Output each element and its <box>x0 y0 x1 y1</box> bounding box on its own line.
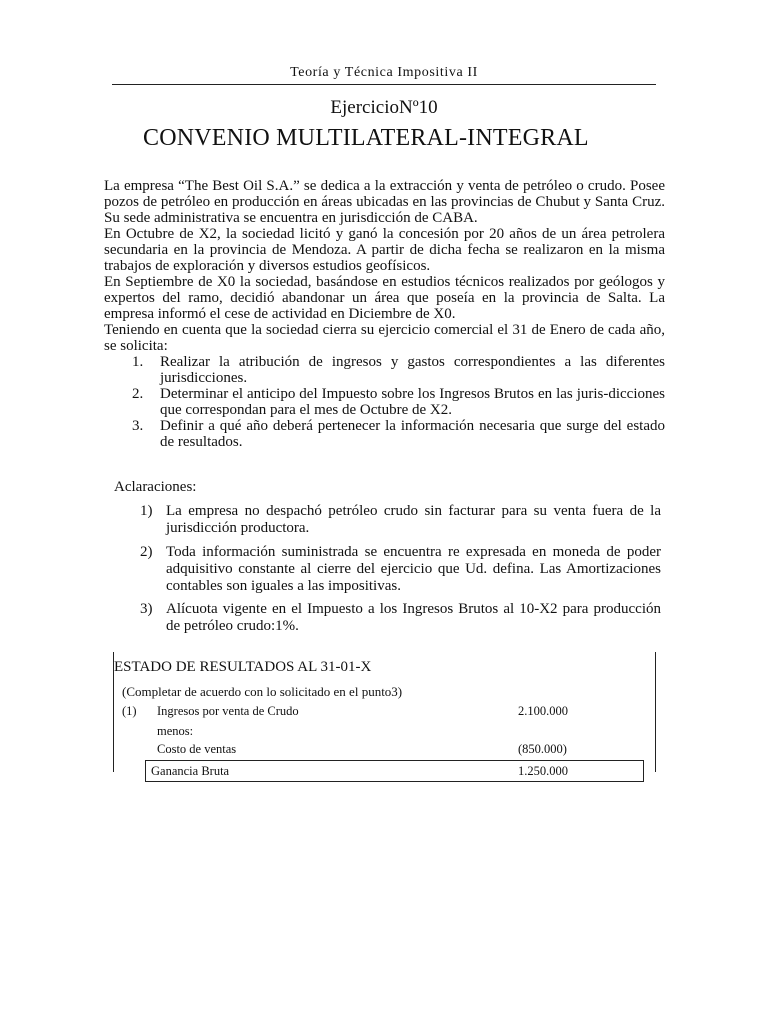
request-number: 3. <box>132 418 144 434</box>
request-item <box>104 418 665 450</box>
row-label: Costo de ventas <box>157 742 237 756</box>
clarification-item <box>140 544 661 595</box>
request-text: Realizar la atribución de ingresos y gastos correspondientes a las diferentes jurisdicciones. <box>160 354 665 386</box>
row-label: Ingresos por venta de Crudo <box>157 704 299 718</box>
paragraph: Teniendo en cuenta que la sociedad cierra su ejercicio comercial el 31 de Enero de cada año, se solicita: <box>104 322 665 354</box>
table-right-border <box>655 652 656 772</box>
exercise-label: EjercicioNº10 <box>330 97 438 118</box>
paragraph: La empresa “The Best Oil S.A.” se dedica a la extracción y venta de petróleo o crudo. Posee pozos de petróleo en producción en áreas ubicadas en las provincias de Chubut y Santa Cruz. Su sede administrativa se encuentra en jurisdicción de CABA. <box>104 178 665 226</box>
row-value: 2.100.000 <box>518 704 568 718</box>
row-ref: (1) <box>122 704 137 718</box>
row-label: menos: <box>157 724 194 738</box>
clarification-number: 1) <box>140 503 153 519</box>
row-value: (850.000) <box>518 742 567 756</box>
clarification-item <box>140 503 661 537</box>
request-text: Definir a qué año deberá pertenecer la información necesaria que surge del estado de resultados. <box>160 418 665 450</box>
request-text: Determinar el anticipo del Impuesto sobre los Ingresos Brutos en las juris-dicciones que correspondan para el mes de Octubre de X2. <box>160 386 665 418</box>
row-label: Ganancia Bruta <box>151 764 230 778</box>
clarification-text: Alícuota vigente en el Impuesto a los Ingresos Brutos al 10-X2 para producción de petróleo crudo:1%. <box>166 601 661 634</box>
clarification-text: Toda información suministrada se encuentra re expresada en moneda de poder adquisitivo constante al cierre del ejercicio que Ud. defina. Las Amortizaciones contables son iguales a las impositivas. <box>166 544 661 594</box>
clarification-item <box>140 601 661 635</box>
row-value: 1.250.000 <box>518 764 568 778</box>
problem-statement <box>104 178 665 450</box>
request-number: 1. <box>132 354 144 370</box>
clarification-number: 3) <box>140 601 153 617</box>
request-number: 2. <box>132 386 144 402</box>
clarifications-heading: Aclaraciones: <box>114 479 197 495</box>
page-title: CONVENIO MULTILATERAL-INTEGRAL <box>143 125 589 151</box>
running-header: Teoría y Técnica Impositiva II <box>290 65 478 80</box>
clarification-text: La empresa no despachó petróleo crudo sin facturar para su venta fuera de la jurisdicción productora. <box>166 503 661 536</box>
request-item <box>104 354 665 386</box>
request-item <box>104 386 665 418</box>
paragraph: En Septiembre de X0 la sociedad, basándose en estudios técnicos realizados por geólogos y expertos del ramo, decidió abandonar un área que poseía en la provincia de Salta. La empresa informó el cese de actividad en Diciembre de X0. <box>104 274 665 322</box>
clarification-number: 2) <box>140 544 153 560</box>
statement-subtitle: (Completar de acuerdo con lo solicitado en el punto3) <box>122 684 403 699</box>
header-divider <box>112 84 656 85</box>
paragraph: En Octubre de X2, la sociedad licitó y ganó la concesión por 20 años de un área petrolera secundaria en la provincia de Mendoza. A partir de dicha fecha se realizaron en la misma trabajos de exploración y diversos estudios geofísicos. <box>104 226 665 274</box>
statement-title: ESTADO DE RESULTADOS AL 31-01-X <box>114 659 372 675</box>
